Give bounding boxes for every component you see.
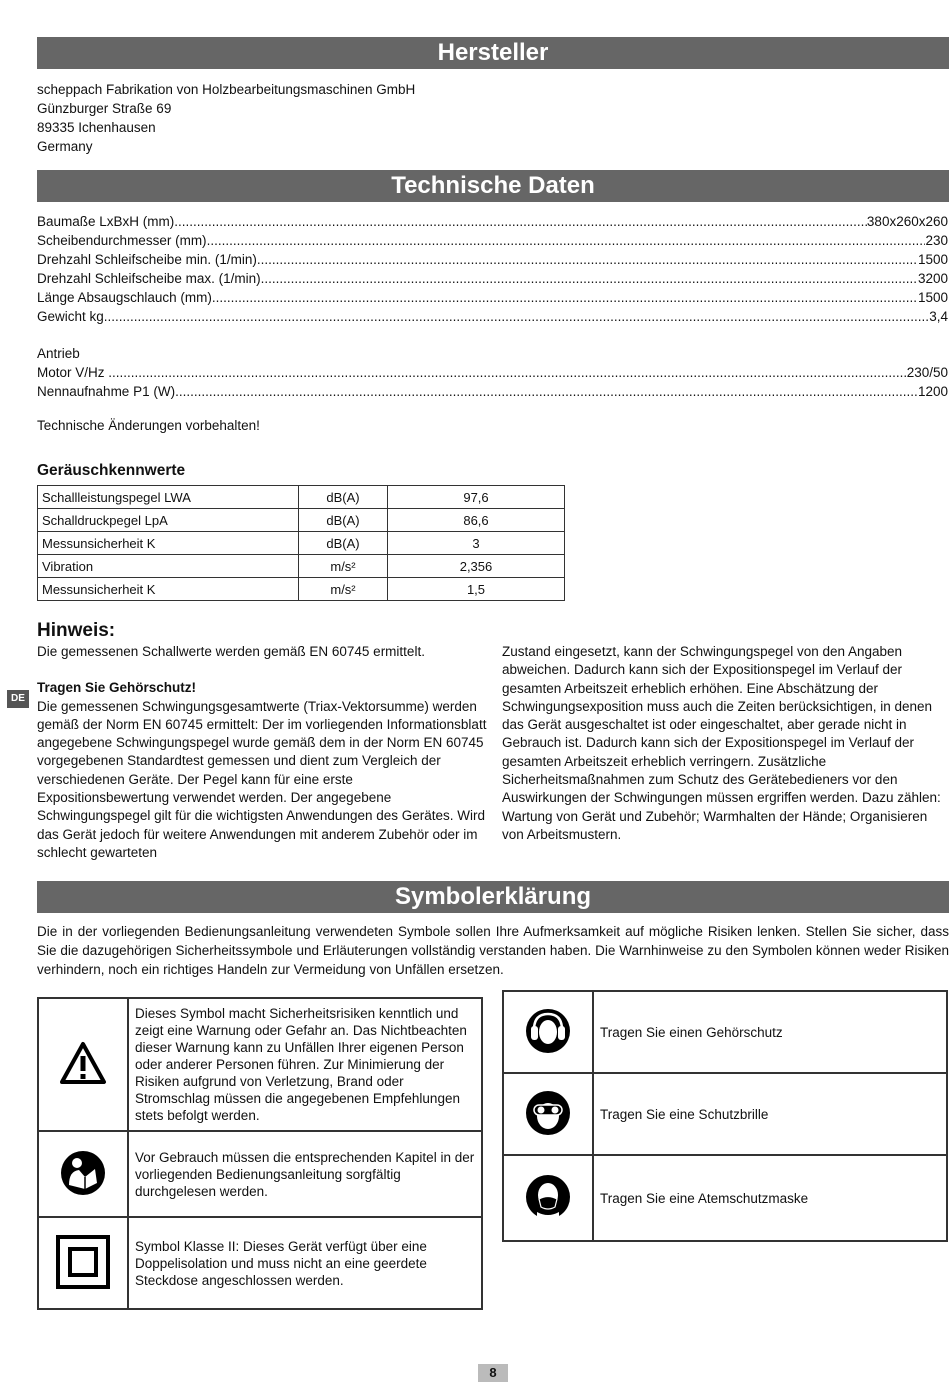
noise-table (37, 485, 565, 601)
table-cell: Messunsicherheit K (38, 578, 299, 601)
spec-value: 380x260x260 (866, 214, 948, 229)
hearing-protection-heading: Tragen Sie Gehörschutz! (37, 680, 197, 696)
spec-row (37, 212, 948, 231)
spec-label: Baumaße LxBxH (mm) (37, 214, 175, 229)
spec-row (37, 363, 948, 382)
table-row (38, 998, 482, 1131)
respirator-mask-icon (525, 1174, 571, 1220)
table-cell: 97,6 (388, 486, 565, 509)
spec-label: Nennaufnahme P1 (W) (37, 384, 176, 399)
manufacturer-address (37, 80, 415, 156)
spec-row (37, 382, 948, 401)
hinweis-paragraph: Die gemessenen Schwingungsgesamtwerte (Triax-Vektorsumme) werden gemäß der Norm EN 60745 ermittelt: Der im vorliegenden Informationsblatt angegebene Schwingungspegel wurde gemäß dem in der Norm EN 60745 vorgegebenen Standardtest gemessen und dient zum Vergleich der verschiedenen Geräte. Der Pegel kann für eine erste Expositionsbewertung verwendet werden. Der angegebene Schwingungspegel gilt für die wichtigsten Anwendungen des Gerätes. Wird das Gerät jedoch für weitere Anwendungen mit anderem Zubehör oder im schlecht gewarteten (37, 698, 487, 860)
antrieb-heading: Antrieb (37, 346, 80, 361)
table-row (38, 532, 565, 555)
table-row (503, 1073, 947, 1155)
spec-value: 230 (925, 233, 948, 248)
page-number: 8 (478, 1364, 508, 1382)
spec-value: 1500 (917, 252, 948, 267)
spec-row (37, 307, 948, 326)
table-row (503, 991, 947, 1073)
symbol-table-right (502, 990, 948, 1242)
table-cell: 1,5 (388, 578, 565, 601)
symbol-intro: Die in der vorliegenden Bedienungsanleitung verwendeten Symbole sollen Ihre Aufmerksamkeit auf mögliche Risiken lenken. Stellen Sie sicher, dass Sie die dazugehörigen Sicherheitssymbole und Erläuterungen vollständig verstanden haben. Die Warnhinweise zu den Symbolen können weder Risiken verhindern, noch ein richtiges Handeln zur Vermeidung von Unfällen ersetzen. (37, 924, 949, 977)
spec-list (37, 212, 948, 326)
table-cell: m/s² (299, 555, 388, 578)
spec-value: 1500 (917, 290, 948, 305)
hinweis-paragraph: Die gemessenen Schallwerte werden gemäß EN 60745 ermittelt. (37, 644, 425, 659)
section-bar-technische-daten: Technische Daten (37, 170, 949, 202)
changes-note: Technische Änderungen vorbehalten! (37, 418, 260, 433)
symbol-description: Tragen Sie einen Gehörschutz (593, 991, 947, 1073)
table-cell: Vibration (38, 555, 299, 578)
spec-label: Motor V/Hz (37, 365, 109, 380)
table-cell: 86,6 (388, 509, 565, 532)
spec-row (37, 288, 948, 307)
table-cell: dB(A) (299, 509, 388, 532)
table-cell (503, 1073, 593, 1155)
class-ii-icon (55, 1234, 111, 1290)
spec-value: 1200 (917, 384, 948, 399)
table-row (38, 1131, 482, 1217)
warning-triangle-icon (59, 1041, 107, 1085)
table-row (38, 555, 565, 578)
hinweis-paragraph: Zustand eingesetzt, kann der Schwingungspegel von den Angaben abweichen. Dadurch kann sich der Expositionspegel im Verlauf der gesamten Arbeitszeit erheblich erhöhen. Eine Abschätzung der Schwingungsexposition muss auch die Zeiten berücksichtigen, in denen das Gerät ausgeschaltet ist oder eingeschaltet, aber gerade nicht in Gebrauch ist. Dadurch kann sich der Expositionspegel im Verlauf der gesamten Arbeitszeit erheblich verringern. Zusätzliche Sicherheitsmaßnahmen zum Schutz des Gerätebedieners vor den Auswirkungen der Schwingungen müssen ergriffen werden. Dazu zählen: Wartung von Gerät und Zubehör; Warmhalten der Hände; Organisieren von Arbeitsmustern. (502, 644, 941, 842)
address-line: scheppach Fabrikation von Holzbearbeitungsmaschinen GmbH (37, 82, 416, 97)
table-cell (38, 998, 128, 1131)
spec-value: 3200 (917, 271, 948, 286)
symbol-description: Tragen Sie eine Schutzbrille (593, 1073, 947, 1155)
spec-label: Drehzahl Schleifscheibe min. (1/min) (37, 252, 257, 267)
symbol-description: Tragen Sie eine Atemschutzmaske (593, 1155, 947, 1241)
language-badge: DE (7, 690, 29, 708)
table-row (38, 509, 565, 532)
symbol-description: Dieses Symbol macht Sicherheitsrisiken kenntlich und zeigt eine Warnung oder Gefahr an. Das Nichtbeachten dieser Warnung kann zu Unfällen Ihrer eigenen Person oder anderer Personen führen. Zur Minimierung der Risiken aufgrund von Verletzung, Brand oder Stromschlag müssen die angegebenen Empfehlungen stets befolgt werden. (128, 998, 482, 1131)
table-cell (503, 1155, 593, 1241)
spec-row (37, 269, 948, 288)
spec-value: 3,4 (929, 309, 948, 324)
safety-goggles-icon (525, 1090, 571, 1136)
antrieb-list (37, 363, 948, 401)
hinweis-right-column (502, 643, 950, 844)
spec-label: Länge Absaugschlauch (mm) (37, 290, 212, 305)
symbol-description: Vor Gebrauch müssen die entsprechenden Kapitel in der vorliegenden Bedienungsanleitung sorgfältig durchgelesen werden. (128, 1131, 482, 1217)
hinweis-heading: Hinweis: (37, 620, 116, 641)
spec-row (37, 231, 948, 250)
table-cell: dB(A) (299, 532, 388, 555)
spec-label: Scheibendurchmesser (mm) (37, 233, 207, 248)
table-row (38, 578, 565, 601)
table-cell: Messunsicherheit K (38, 532, 299, 555)
spec-label: Gewicht kg (37, 309, 104, 324)
table-row (38, 1217, 482, 1309)
table-cell: 2,356 (388, 555, 565, 578)
table-cell: dB(A) (299, 486, 388, 509)
address-line: Germany (37, 139, 93, 154)
table-row (503, 1155, 947, 1241)
symbol-table-left (37, 997, 483, 1310)
symbol-description: Symbol Klasse II: Dieses Gerät verfügt über eine Doppelisolation und muss nicht an eine geerdete Steckdose angeschlossen werden. (128, 1217, 482, 1309)
address-line: 89335 Ichenhausen (37, 120, 156, 135)
spec-row (37, 250, 948, 269)
hinweis-left-column (37, 643, 487, 862)
spec-label: Drehzahl Schleifscheibe max. (1/min) (37, 271, 261, 286)
table-cell: m/s² (299, 578, 388, 601)
table-row (38, 486, 565, 509)
table-cell (503, 991, 593, 1073)
table-cell: 3 (388, 532, 565, 555)
ear-protection-icon (525, 1008, 571, 1054)
spec-value: 230/50 (906, 365, 948, 380)
noise-heading: Geräuschkennwerte (37, 462, 186, 479)
section-bar-symbolerklaerung: Symbolerklärung (37, 881, 949, 913)
table-cell: Schalldruckpegel LpA (38, 509, 299, 532)
read-manual-icon (59, 1149, 107, 1197)
table-cell (38, 1217, 128, 1309)
table-cell (38, 1131, 128, 1217)
table-cell: Schallleistungspegel LWA (38, 486, 299, 509)
section-bar-hersteller: Hersteller (37, 37, 949, 69)
address-line: Günzburger Straße 69 (37, 101, 172, 116)
